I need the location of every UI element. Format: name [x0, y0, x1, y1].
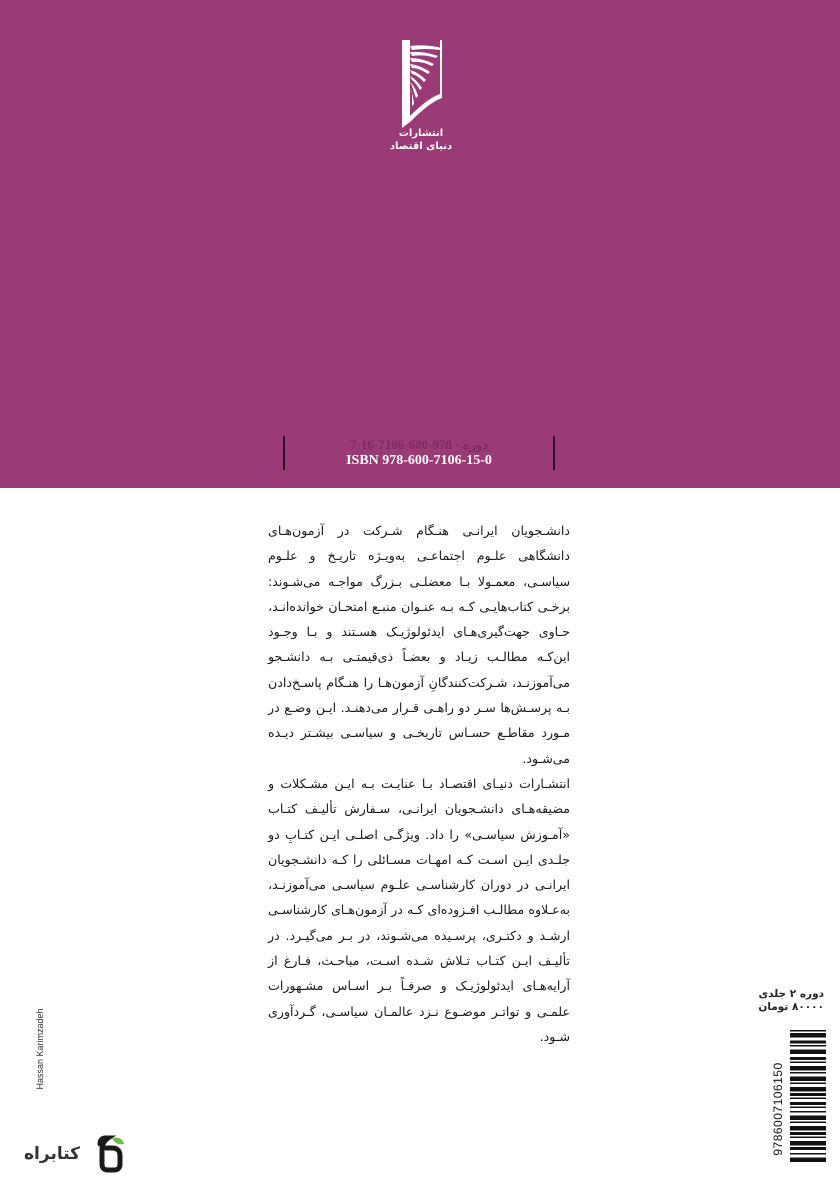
isbn-set-number: دوره - 978-600-7106-16-7: [350, 437, 488, 452]
barcode-bar: [790, 1072, 826, 1074]
barcode-bar: [790, 1033, 826, 1038]
barcode-bar: [790, 1116, 826, 1121]
barcode-bar: [790, 1030, 826, 1032]
barcode-bar: [790, 1126, 826, 1131]
barcode-bar: [790, 1050, 826, 1055]
publisher-name-line2: دنیای اقتصاد: [389, 141, 453, 152]
barcode-bar: [790, 1041, 826, 1044]
barcode-bar: [790, 1098, 826, 1100]
blurb-paragraph-1: دانشـجویان ایرانـی هنـگام شـرکت در آزمون‌هـای دانشگاهی علـوم اجتماعـی به‌ویـژه تاریـخ و علـوم سیاسـی، معمـولا بـا معضلـی بـزرگ مواجـه می‌شـوند: برخـی کتاب‌هایـی کـه بـه عنـوان منبـع امتحـان خوانده‌انـد، حـاوی جهت‌گیری‌هـای ایدئولوژیـک هسـتند و بـا وجـود این‌کـه مطالـب زیـاد و بعضـاً ذی‌قیمتـی بـه دانشـجو می‌آموزنـد، شـرکت‌کنندگانِ آزمون‌هـا را هنـگام پاسـخ‌دادن بـه پرسـش‌ها سـر دو راهـی قـرار می‌دهنـد. ایـن وضـع در مـورد مقاطـع حسـاس تاریخـی و سیاسـی بیشـتر دیـده می‌شـود.: [268, 523, 570, 766]
barcode-bar: [790, 1122, 826, 1124]
barcode-bar: [790, 1083, 826, 1085]
barcode-bar: [790, 1066, 826, 1071]
watermark-text: کتابراه: [24, 1144, 81, 1164]
barcode: [790, 1030, 826, 1190]
barcode-bar: [790, 1158, 826, 1163]
isbn-number: ISBN 978-600-7106-15-0: [346, 453, 492, 468]
designer-credit: [34, 1008, 46, 1102]
barcode-bar: [790, 1087, 826, 1092]
barcode-digits: [770, 1030, 786, 1190]
barcode-bar: [790, 1147, 826, 1150]
barcode-bar: [790, 1141, 826, 1146]
set-volume-label: دوره ۲ جلدی: [758, 988, 824, 1000]
price-info: [752, 988, 824, 1014]
isbn-block: [283, 436, 555, 472]
publisher-logo: [386, 38, 456, 158]
barcode-bar: [790, 1077, 826, 1082]
price-amount: ۸۰۰۰۰ تومان: [758, 1001, 824, 1013]
barcode-bar: [790, 1153, 826, 1155]
barcode-bar: [790, 1111, 826, 1113]
barcode-number: 9786007106150: [771, 1062, 785, 1156]
book-icon: [386, 38, 456, 128]
barcode-bar: [790, 1062, 826, 1064]
watermark-logo: [20, 1130, 130, 1180]
blurb-paragraph-2: انتشـارات دنیـای اقتصـاد بـا عنایـت بـه ایـن مشـکلات و مضیقه‌هـای دانشـجویان ایرانـی، سـفارش تألیـف کتـاب «آمـوزش سیاسـی» را داد. ویژگـی اصلـی ایـن کتـابِ دو جلـدی ایـن اسـت کـه امهـات مسـائلی را کـه دانشـجویان ایرانـی در دوران کارشناسـی علـوم سیاسـی می‌آموزنـد، به‌عـلاوه مطالـب افـزوده‌ای کـه در آزمون‌هـای کارشناسـی ارشـد و دکتـری، پرسـیده می‌شـوند، در بـر می‌گیـرد. در تألیـف ایـن کتـاب تـلاش شـده اسـت، مباحـث، فـارغ از آرایه‌هـای ایدئولوژیـک و صرفـاً بـر اسـاس مشـهورات علمـی و تواتـر موضـوع نـزد عالمـان سیاسـی، گـردآوری شـود.: [268, 775, 570, 1044]
cover-top-panel: [0, 0, 840, 488]
barcode-bar: [790, 1102, 826, 1105]
back-cover-blurb: [268, 518, 570, 1049]
barcode-bar: [790, 1132, 826, 1135]
leaf-icon: [94, 1134, 126, 1174]
barcode-bar: [790, 1093, 826, 1096]
barcode-bar: [790, 1045, 826, 1047]
barcode-bar: [790, 1057, 826, 1060]
publisher-name-line1: انتشارات: [398, 128, 444, 139]
designer-name: Hassan Karimzadeh: [35, 1008, 45, 1090]
barcode-bar: [790, 1107, 826, 1109]
barcode-bar: [790, 1137, 826, 1139]
